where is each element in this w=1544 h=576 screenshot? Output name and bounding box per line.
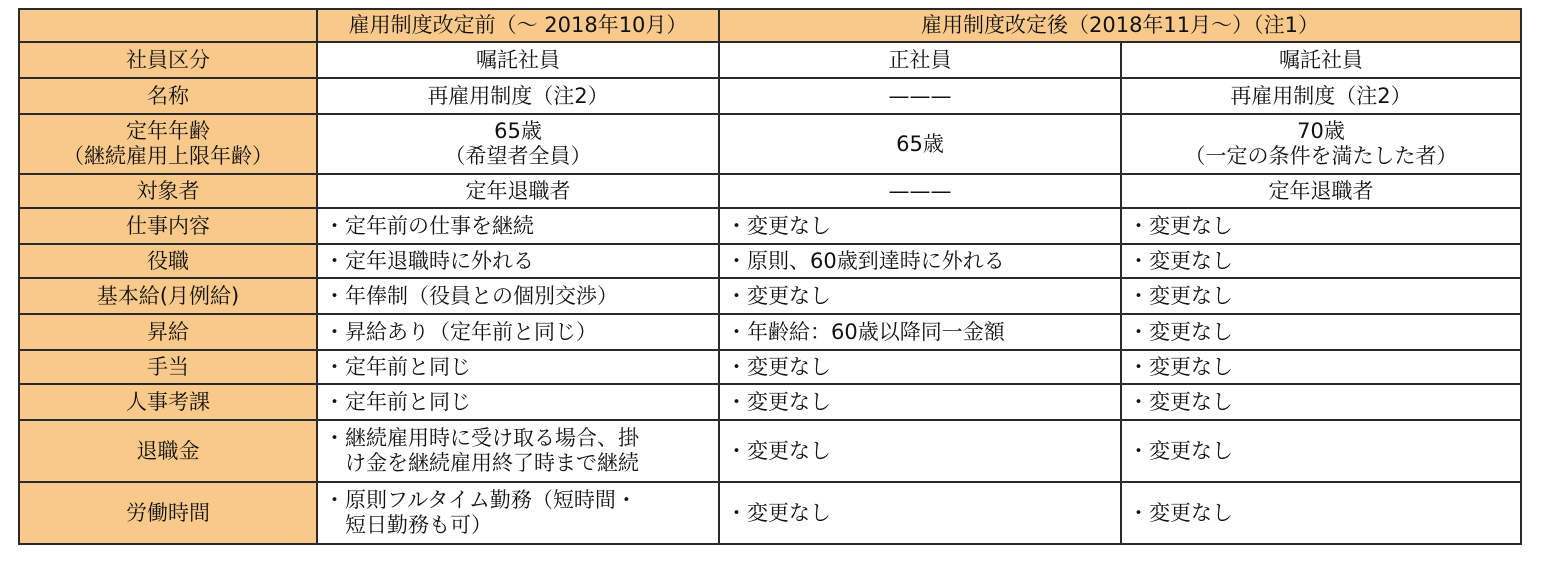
before-contract-cell-line: 短日勤務も可） — [324, 513, 492, 537]
before-contract-cell-line: ・定年前と同じ — [324, 389, 471, 414]
after-regular-cell — [719, 114, 1121, 174]
after-contract-cell — [1121, 384, 1521, 420]
table-row — [19, 208, 1521, 244]
row-label-cell — [19, 420, 317, 482]
before-contract-cell-line: ・定年前と同じ — [324, 354, 471, 379]
after-contract-cell — [1121, 42, 1521, 78]
before-contract-cell-line: ・原則フルタイム勤務（短時間・ — [324, 488, 637, 512]
row-label-cell — [19, 482, 317, 544]
table-row — [19, 42, 1521, 78]
after-regular-cell-line: ——— — [888, 178, 952, 203]
after-contract-cell-line: 再雇用制度（注2） — [1230, 83, 1412, 108]
table-row — [19, 314, 1521, 350]
before-contract-cell — [317, 114, 719, 174]
row-label-cell-line: 人事考課 — [126, 389, 210, 414]
after-regular-cell-line: ・変更なし — [726, 500, 831, 525]
row-label-cell — [19, 78, 317, 114]
row-label-cell-line: 役職 — [147, 248, 189, 273]
row-label-cell — [19, 244, 317, 278]
table-row — [19, 482, 1521, 544]
after-contract-cell-line: ・変更なし — [1128, 283, 1233, 308]
after-regular-cell-line: 65歳 — [896, 131, 944, 156]
before-contract-cell — [317, 174, 719, 208]
before-contract-cell-line: 65歳 — [494, 119, 542, 143]
after-contract-cell — [1121, 78, 1521, 114]
row-label-cell — [19, 42, 317, 78]
row-label-cell — [19, 278, 317, 314]
after-contract-cell — [1121, 244, 1521, 278]
after-regular-cell — [719, 174, 1121, 208]
after-regular-cell — [719, 350, 1121, 384]
after-contract-cell-line: ・変更なし — [1128, 500, 1233, 525]
before-contract-cell — [317, 350, 719, 384]
after-contract-cell-line: ・変更なし — [1128, 213, 1233, 238]
row-label-cell-line: （継続雇用上限年齢） — [63, 144, 273, 168]
table-row — [19, 278, 1521, 314]
after-regular-cell — [719, 420, 1121, 482]
after-regular-cell — [719, 78, 1121, 114]
table-row — [19, 384, 1521, 420]
before-contract-cell-line: ・昇給あり（定年前と同じ） — [324, 319, 597, 344]
row-label-cell — [19, 174, 317, 208]
row-label-cell — [19, 208, 317, 244]
row-label-cell-line: 労働時間 — [126, 500, 210, 525]
row-label-cell-line: 定年年齢 — [126, 119, 210, 143]
after-contract-cell — [1121, 208, 1521, 244]
row-label-cell-line: 仕事内容 — [126, 213, 210, 238]
before-contract-cell-line: 嘱託社員 — [476, 47, 560, 72]
row-label-cell — [19, 114, 317, 174]
after-contract-cell-line: 嘱託社員 — [1279, 47, 1363, 72]
after-regular-cell-line: ・年齢給：60歳以降同一金額 — [726, 319, 1005, 344]
before-contract-cell-line: 再雇用制度（注2） — [427, 83, 609, 108]
before-contract-cell — [317, 244, 719, 278]
header-row — [19, 9, 1521, 42]
comparison-table-wrapper — [18, 8, 1522, 545]
after-regular-cell — [719, 314, 1121, 350]
table-row — [19, 114, 1521, 174]
employment-system-comparison-table — [18, 8, 1522, 545]
after-regular-cell — [719, 278, 1121, 314]
before-contract-cell — [317, 482, 719, 544]
after-contract-cell — [1121, 314, 1521, 350]
before-contract-cell-line: け金を継続雇用終了時まで継続 — [324, 451, 639, 475]
before-contract-cell-line: ・年俸制（役員との個別交渉） — [324, 283, 618, 308]
after-regular-cell-line: ・変更なし — [726, 389, 831, 414]
after-contract-cell — [1121, 482, 1521, 544]
before-contract-cell-line: ・継続雇用時に受け取る場合、掛 — [324, 426, 639, 450]
before-contract-cell — [317, 420, 719, 482]
row-label-cell-line: 手当 — [147, 354, 189, 379]
row-label-cell-line: 社員区分 — [126, 47, 210, 72]
header-before-revision: 雇用制度改定前（～ 2018年10月） — [317, 9, 719, 42]
after-regular-cell-line: ・変更なし — [726, 438, 831, 463]
after-regular-cell — [719, 244, 1121, 278]
after-regular-cell — [719, 384, 1121, 420]
row-label-cell-line: 基本給(月例給) — [96, 283, 240, 308]
table-row — [19, 78, 1521, 114]
row-label-cell — [19, 384, 317, 420]
after-regular-cell — [719, 482, 1121, 544]
table-row — [19, 350, 1521, 384]
before-contract-cell — [317, 384, 719, 420]
after-contract-cell-line: ・変更なし — [1128, 438, 1233, 463]
after-contract-cell-line: ・変更なし — [1128, 319, 1233, 344]
before-contract-cell — [317, 42, 719, 78]
after-contract-cell-line: （一定の条件を満たした者） — [1184, 144, 1458, 168]
row-label-cell — [19, 350, 317, 384]
table-row — [19, 244, 1521, 278]
after-contract-cell-line: 70歳 — [1297, 119, 1345, 143]
before-contract-cell — [317, 78, 719, 114]
before-contract-cell-line: 定年退職者 — [465, 178, 571, 203]
after-contract-cell-line: ・変更なし — [1128, 354, 1233, 379]
after-regular-cell-line: ・原則、60歳到達時に外れる — [726, 248, 1005, 273]
row-label-cell-line: 昇給 — [147, 319, 189, 344]
after-contract-cell — [1121, 350, 1521, 384]
after-regular-cell-line: ・変更なし — [726, 354, 831, 379]
after-regular-cell-line: 正社員 — [888, 47, 952, 72]
after-regular-cell-line: ——— — [888, 83, 952, 108]
table-row — [19, 420, 1521, 482]
before-contract-cell-line: ・定年退職時に外れる — [324, 248, 534, 273]
before-contract-cell — [317, 208, 719, 244]
after-regular-cell — [719, 208, 1121, 244]
row-label-cell-line: 退職金 — [136, 438, 200, 463]
after-contract-cell-line: ・変更なし — [1128, 389, 1233, 414]
after-regular-cell — [719, 42, 1121, 78]
before-contract-cell-line: ・定年前の仕事を継続 — [324, 213, 534, 238]
row-label-cell — [19, 314, 317, 350]
after-contract-cell-line: 定年退職者 — [1268, 178, 1374, 203]
after-contract-cell-line: ・変更なし — [1128, 248, 1233, 273]
after-regular-cell-line: ・変更なし — [726, 213, 831, 238]
after-contract-cell — [1121, 114, 1521, 174]
after-regular-cell-line: ・変更なし — [726, 283, 831, 308]
table-row — [19, 174, 1521, 208]
header-after-revision: 雇用制度改定後（2018年11月～）（注1） — [719, 9, 1521, 42]
row-label-cell-line: 名称 — [147, 83, 189, 108]
header-corner-cell — [19, 9, 317, 42]
before-contract-cell — [317, 278, 719, 314]
after-contract-cell — [1121, 420, 1521, 482]
before-contract-cell — [317, 314, 719, 350]
row-label-cell-line: 対象者 — [136, 178, 200, 203]
before-contract-cell-line: （希望者全員） — [444, 144, 592, 168]
after-contract-cell — [1121, 278, 1521, 314]
after-contract-cell — [1121, 174, 1521, 208]
